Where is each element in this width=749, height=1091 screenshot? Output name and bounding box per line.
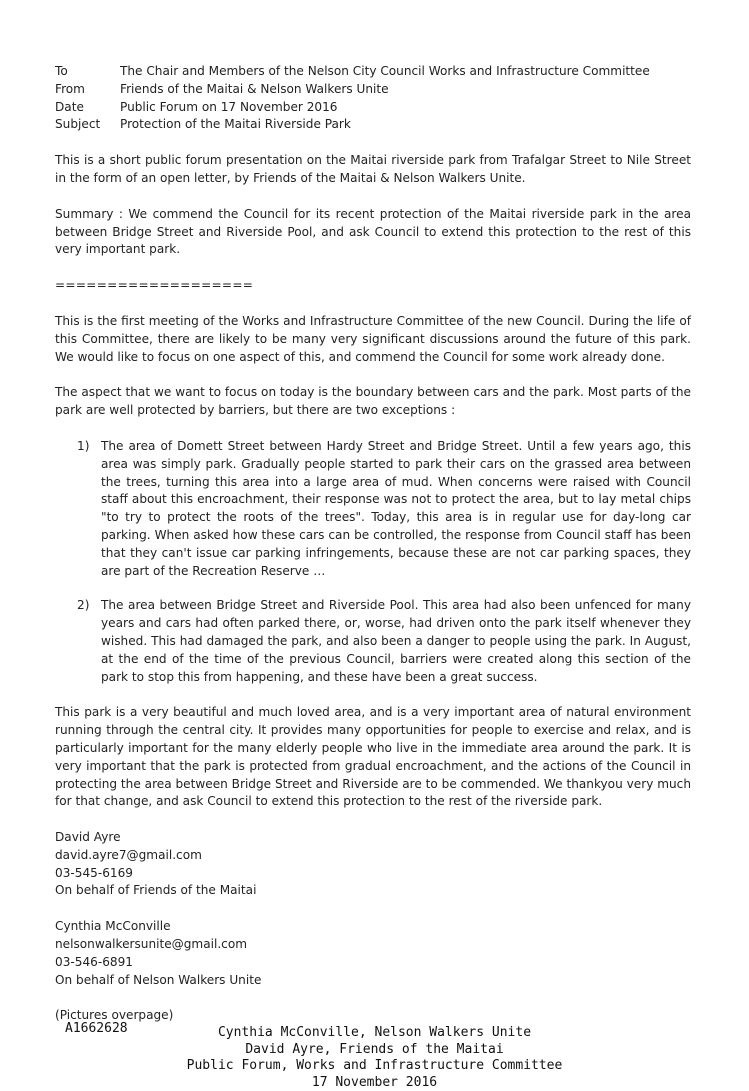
signatory-name: Cynthia McConville: [55, 918, 691, 936]
pictures-note: (Pictures overpage): [55, 1007, 691, 1025]
summary-paragraph: Summary : We commend the Council for its recent protection of the Maitai riverside park in the area between Bridge Street and Riverside Pool, and ask Council to extend this protection to the rest of this very important park.: [55, 206, 691, 259]
signatory-email: david.ayre7@gmail.com: [55, 847, 691, 865]
date-value: Public Forum on 17 November 2016: [120, 99, 691, 117]
exceptions-list: [55, 438, 691, 686]
signature-block-ayre: [55, 829, 691, 900]
list-item-number: 2): [77, 597, 89, 615]
paragraph-boundary: The aspect that we want to focus on today is the boundary between cars and the park. Most parts of the park are well protected by barriers, but there are two exceptions :: [55, 384, 691, 420]
list-item: [55, 597, 691, 686]
to-label: To: [55, 63, 120, 81]
subject-value: Protection of the Maitai Riverside Park: [120, 116, 691, 134]
subject-label: Subject: [55, 116, 120, 134]
signatory-behalf: On behalf of Friends of the Maitai: [55, 882, 691, 900]
document-id: A1662628: [65, 1021, 128, 1036]
list-item: [55, 438, 691, 580]
footer-line-2: David Ayre, Friends of the Maitai: [0, 1042, 749, 1059]
date-label: Date: [55, 99, 120, 117]
signatory-behalf: On behalf of Nelson Walkers Unite: [55, 972, 691, 990]
paragraph-conclusion: This park is a very beautiful and much loved area, and is a very important area of natural environment running through the central city. It provides many opportunities for people to exercise and relax, and is particularly important for the many elderly people who live in the immediate area around the park. It is very important that the park is protected from gradual encroachment, and the actions of the Council in protecting the area between Bridge Street and Riverside are to be commended. We thankyou very much for that change, and ask Council to extend this protection to the rest of the riverside park.: [55, 704, 691, 811]
page-footer: [0, 1025, 749, 1091]
signature-block-mcconville: [55, 918, 691, 989]
signatory-phone: 03-546-6891: [55, 954, 691, 972]
footer-line-1: Cynthia McConville, Nelson Walkers Unite: [0, 1025, 749, 1042]
footer-line-3: Public Forum, Works and Infrastructure Committee: [0, 1058, 749, 1075]
from-value: Friends of the Maitai & Nelson Walkers Unite: [120, 81, 691, 99]
list-item-number: 1): [77, 438, 89, 456]
to-value: The Chair and Members of the Nelson City Council Works and Infrastructure Committee: [120, 63, 691, 81]
signatory-phone: 03-545-6169: [55, 865, 691, 883]
from-label: From: [55, 81, 120, 99]
intro-paragraph: This is a short public forum presentation on the Maitai riverside park from Trafalgar Street to Nile Street in the form of an open letter, by Friends of the Maitai & Nelson Walkers Unite.: [55, 152, 691, 188]
signatory-name: David Ayre: [55, 829, 691, 847]
letter-body: [55, 63, 691, 1025]
paragraph-committee: This is the first meeting of the Works and Infrastructure Committee of the new Council. During the life of this Committee, there are likely to be many very significant discussions around the future of this park. We would like to focus on one aspect of this, and commend the Council for some work already done.: [55, 313, 691, 366]
separator-line: ===================: [55, 277, 691, 295]
memo-header: [55, 63, 691, 134]
list-item-text: The area of Domett Street between Hardy Street and Bridge Street. Until a few years ago, this area was simply park. Gradually people started to park their cars on the grassed area between the trees, turning this area into a large area of mud. When concerns were raised with Council staff about this encroachment, their response was not to protect the area, but to lay metal chips "to try to protect the roots of the trees". Today, this area is in regular use for day-long car parking. When asked how these cars can be controlled, the response from Council staff has been that they can't issue car parking infringements, because these are not car parking spaces, they are part of the Recreation Reserve …: [101, 439, 691, 578]
signatory-email: nelsonwalkersunite@gmail.com: [55, 936, 691, 954]
footer-line-4: 17 November 2016: [0, 1075, 749, 1091]
list-item-text: The area between Bridge Street and Riverside Pool. This area had also been unfenced for many years and cars had often parked there, or, worse, had driven onto the park itself whenever they wished. This had damaged the park, and also been a danger to people using the park. In August, at the end of the time of the previous Council, barriers were created along this section of the park to stop this from happening, and these have been a great success.: [101, 598, 691, 683]
